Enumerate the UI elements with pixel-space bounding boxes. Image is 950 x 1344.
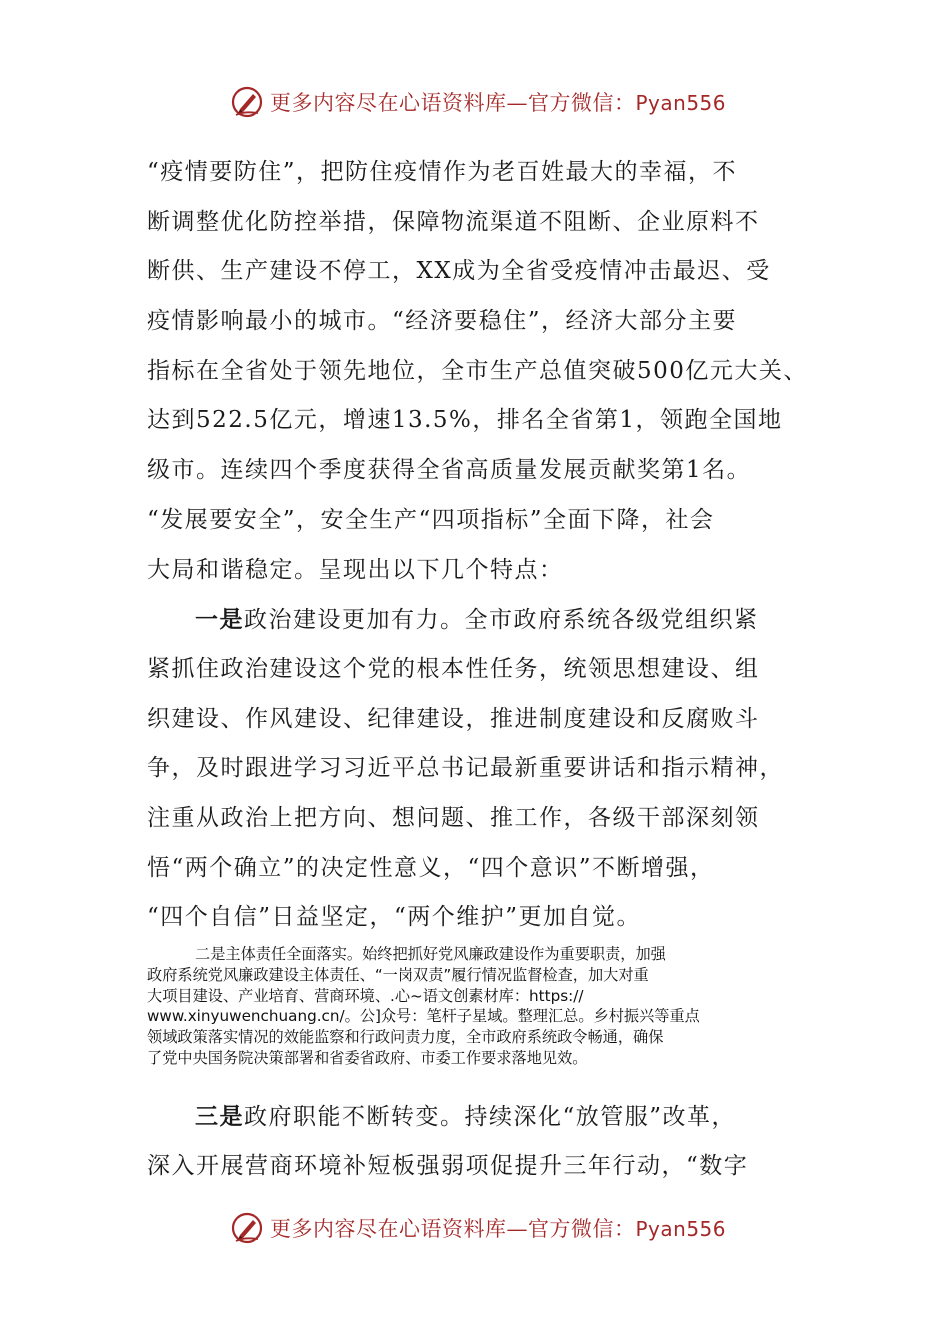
text-line: 断供、生产建设不停工，XX成为全省受疫情冲击最迟、受 <box>147 258 771 285</box>
paragraph-3 <box>147 1092 827 1191</box>
text-line: 达到522.5亿元，增速13.5%，排名全省第1，领跑全国地 <box>147 407 783 434</box>
header-banner <box>230 82 750 122</box>
pen-logo-icon <box>230 85 264 119</box>
text-line: 悟“两个确立”的决定性意义，“四个意识”不断增强， <box>147 854 715 881</box>
text-line: 深入开展营商环境补短板强弱项促提升三年行动，“数字 <box>147 1152 749 1179</box>
small-text-line: 领域政策落实情况的效能监察和行政问责力度，全市政府系统政令畅通，确保 <box>147 1028 664 1047</box>
text-line: 织建设、作风建设、纪律建设，推进制度建设和反腐败斗 <box>147 705 760 732</box>
text-line: 断调整优化防控举措，保障物流渠道不阻断、企业原料不 <box>147 208 760 235</box>
text-line: 大局和谐稳定。呈现出以下几个特点： <box>147 556 564 583</box>
small-text-line: 了党中央国务院决策部署和省委省政府、市委工作要求落地见效。 <box>147 1048 588 1067</box>
header-banner-text: 更多内容尽在心语资料库—官方微信：Pyan556 <box>270 91 727 115</box>
text-line: 争，及时跟进学习习近平总书记最新重要讲话和指示精神， <box>147 755 784 782</box>
text-line: 疫情影响最小的城市。“经济要稳住”，经济大部分主要 <box>147 308 738 335</box>
pen-logo-icon <box>230 1211 264 1245</box>
text-line: 级市。连续四个季度获得全省高质量发展贡献奖第1名。 <box>147 457 752 484</box>
paragraph-1-lead: 一是 <box>195 606 244 634</box>
document-body <box>147 148 827 943</box>
text-line: 紧抓住政治建设这个党的根本性任务，统领思想建设、组 <box>147 655 760 682</box>
footer-banner-text: 更多内容尽在心语资料库—官方微信：Pyan556 <box>270 1217 727 1241</box>
footer-banner <box>230 1208 750 1248</box>
small-text-line: 大项目建设、产业培育、营商环境、.心~语文创素材库：https:// <box>147 986 584 1005</box>
text-line: “疫情要防住”，把防住疫情作为老百姓最大的幸福，不 <box>147 159 738 185</box>
paragraph-2 <box>147 944 807 1069</box>
text-line: 注重从政治上把方向、想问题、推工作，各级干部深刻领 <box>147 804 760 831</box>
header-wechat-id: Pyan556 <box>635 91 727 115</box>
text-line: 指标在全省处于领先地位，全市生产总值突破500亿元大关、 <box>147 357 808 384</box>
paragraph-1-first-line: 一是政治建设更加有力。全市政府系统各级党组织紧 <box>195 606 759 634</box>
small-text-line: www.xinyuwenchuang.cn/。公]众号：笔杆子星域。整理汇总。乡村振兴等重点 <box>147 1007 700 1026</box>
small-text-line: 政府系统党风廉政建设主体责任、“一岗双责”履行情况监督检查，加大对重 <box>147 965 649 984</box>
small-text-line: 二是主体责任全面落实。始终把抓好党风廉政建设作为重要职责，加强 <box>195 945 666 963</box>
paragraph-3-first-line: 三是政府职能不断转变。持续深化“放管服”改革， <box>195 1103 737 1130</box>
footer-wechat-id: Pyan556 <box>635 1217 727 1241</box>
text-line: “发展要安全”，安全生产“四项指标”全面下降，社会 <box>147 506 715 533</box>
paragraph-3-lead: 三是 <box>195 1103 244 1130</box>
text-line: “四个自信”日益坚定，“两个维护”更加自觉。 <box>147 904 642 931</box>
